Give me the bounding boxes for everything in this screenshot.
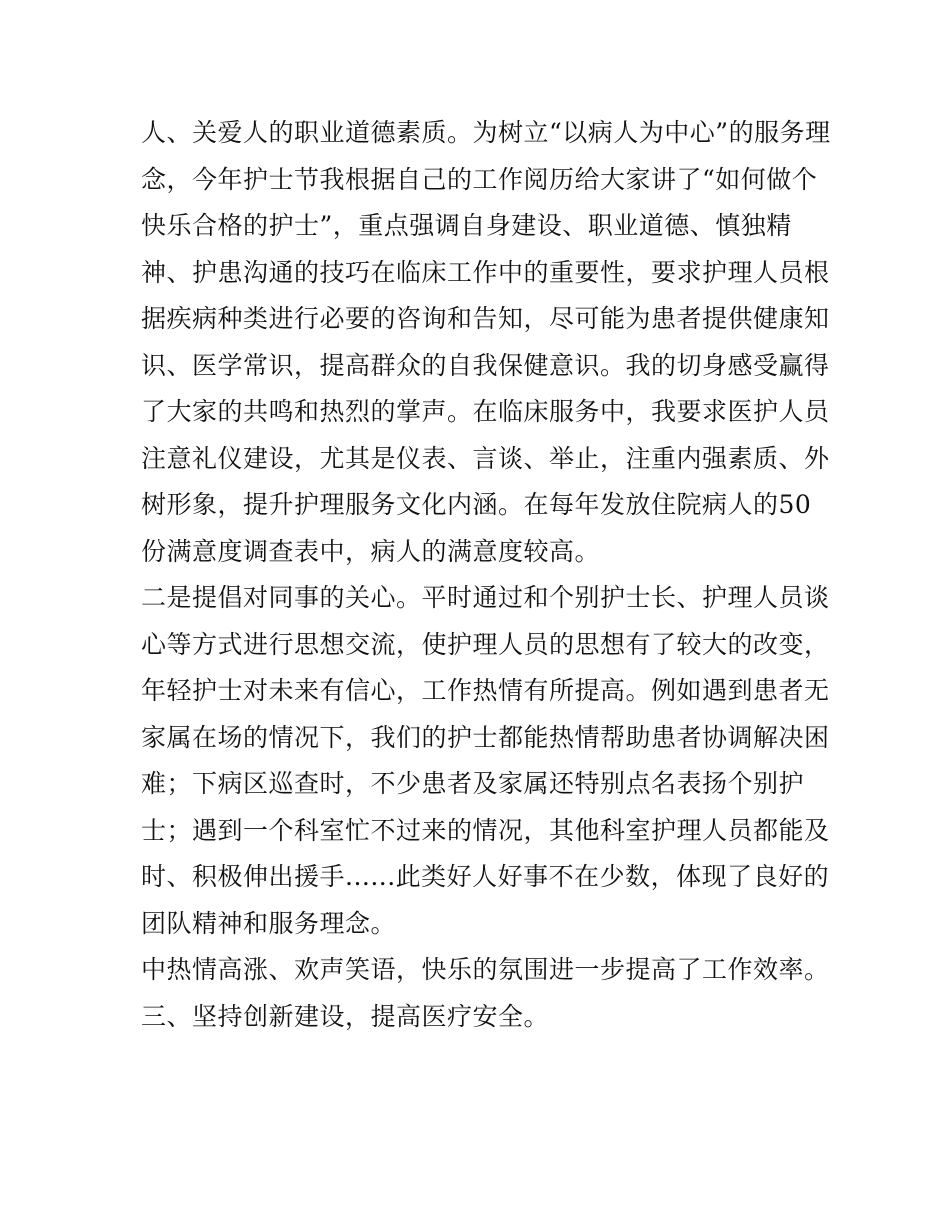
text-line: 了大家的共鸣和热烈的掌声。在临床服务中，我要求医护人员: [141, 397, 830, 426]
text-line: 心等方式进行思想交流，使护理人员的思想有了较大的改变，: [141, 629, 830, 659]
text-line: 树形象，提升护理服务文化内涵。在每年发放住院病人的50: [141, 490, 812, 519]
text-line: 士；遇到一个科室忙不过来的情况，其他科室护理人员都能及: [141, 815, 830, 845]
text-line: 难；下病区巡查时，不少患者及家属还特别点名表扬个别护: [141, 769, 805, 798]
text-line: 快乐合格的护士”，重点强调自身建设、职业道德、慎独精: [141, 211, 792, 240]
text-line: 人、关爱人的职业道德素质。为树立“以病人为中心”的服务理: [141, 118, 831, 147]
text-line: 注意礼仪建设，尤其是仪表、言谈、举止，注重内强素质、外: [141, 443, 830, 473]
document-body: [141, 110, 831, 1040]
text-line: 神、护患沟通的技巧在临床工作中的重要性，要求护理人员根: [141, 257, 830, 287]
text-line: 二是提倡对同事的关心。平时通过和个别护士长、护理人员谈: [141, 583, 830, 612]
text-line: 团队精神和服务理念。: [141, 908, 397, 938]
section-heading: 三、坚持创新建设，提高医疗安全。: [141, 1001, 550, 1031]
text-line: 份满意度调查表中，病人的满意度较高。: [141, 536, 601, 566]
text-line: 年轻护士对未来有信心，工作热情有所提高。例如遇到患者无: [141, 676, 830, 705]
text-line: 据疾病种类进行必要的咨询和告知，尽可能为患者提供健康知: [141, 304, 830, 333]
text-line: 中热情高涨、欢声笑语，快乐的氛围进一步提高了工作效率。: [141, 955, 830, 984]
text-line: 念，今年护士节我根据自己的工作阅历给大家讲了“如何做个: [141, 164, 818, 194]
text-line: 家属在场的情况下，我们的护士都能热情帮助患者协调解决困: [141, 722, 830, 752]
text-line: 识、医学常识，提高群众的自我保健意识。我的切身感受赢得: [141, 350, 830, 380]
text-line: 时、积极伸出援手......此类好人好事不在少数，体现了良好的: [141, 862, 830, 891]
